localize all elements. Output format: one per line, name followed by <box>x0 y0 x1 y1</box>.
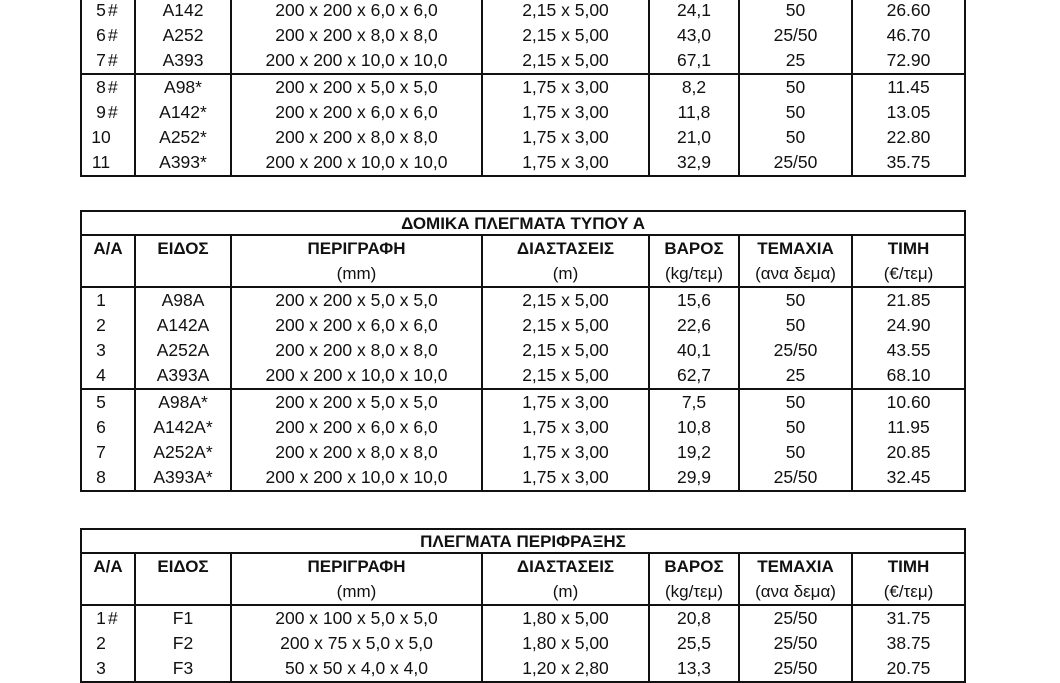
dimensions-m: 1,80 x 5,00 <box>482 631 649 656</box>
dimensions-m: 2,15 x 5,00 <box>482 338 649 363</box>
dimensions-m: 1,75 x 3,00 <box>482 465 649 491</box>
product-code: F2 <box>135 631 231 656</box>
unit-diastaseis: (m) <box>482 261 649 287</box>
product-code: A393* <box>135 150 231 176</box>
stock-mark: # <box>107 49 118 70</box>
column-header-timi: ΤΙΜΗ <box>852 235 965 261</box>
row-number <box>81 313 135 338</box>
price-eur: 43.55 <box>852 338 965 363</box>
row-number-value: 2 <box>96 632 106 653</box>
table-row <box>81 287 965 313</box>
table-row <box>81 440 965 465</box>
pieces-per-bundle: 25/50 <box>739 150 852 176</box>
price-eur: 21.85 <box>852 287 965 313</box>
dimensions-m: 1,75 x 3,00 <box>482 389 649 415</box>
price-eur: 20.75 <box>852 656 965 682</box>
table-row <box>81 23 965 48</box>
row-number <box>81 656 135 682</box>
description-mm: 200 x 200 x 10,0 x 10,0 <box>231 48 482 74</box>
row-number <box>81 150 135 176</box>
unit-timi: (€/τεμ) <box>852 261 965 287</box>
table-row <box>81 605 965 631</box>
table-row <box>81 415 965 440</box>
stock-mark: # <box>107 101 118 122</box>
dimensions-m: 1,75 x 3,00 <box>482 440 649 465</box>
description-mm: 200 x 200 x 8,0 x 8,0 <box>231 440 482 465</box>
table-row <box>81 389 965 415</box>
price-eur: 13.05 <box>852 100 965 125</box>
product-code: A252 <box>135 23 231 48</box>
unit-temaxia: (ανα δεμα) <box>739 579 852 605</box>
weight-kg: 13,3 <box>649 656 739 682</box>
row-number-value: 11 <box>91 151 111 172</box>
unit-blank <box>81 261 135 287</box>
weight-kg: 62,7 <box>649 363 739 389</box>
product-code: A142 <box>135 0 231 23</box>
unit-timi: (€/τεμ) <box>852 579 965 605</box>
description-mm: 200 x 200 x 5,0 x 5,0 <box>231 389 482 415</box>
pieces-per-bundle: 50 <box>739 74 852 100</box>
pieces-per-bundle: 50 <box>739 415 852 440</box>
price-eur: 11.95 <box>852 415 965 440</box>
dimensions-m: 1,75 x 3,00 <box>482 415 649 440</box>
column-header-diastaseis: ΔΙΑΣΤΑΣΕΙΣ <box>482 553 649 579</box>
description-mm: 200 x 200 x 6,0 x 6,0 <box>231 0 482 23</box>
row-number <box>81 48 135 74</box>
price-eur: 20.85 <box>852 440 965 465</box>
table-row <box>81 48 965 74</box>
table-row <box>81 631 965 656</box>
description-mm: 200 x 200 x 8,0 x 8,0 <box>231 125 482 150</box>
product-code: F3 <box>135 656 231 682</box>
description-mm: 200 x 200 x 10,0 x 10,0 <box>231 150 482 176</box>
weight-kg: 15,6 <box>649 287 739 313</box>
table3-body <box>81 605 965 682</box>
table1-body <box>81 0 965 176</box>
row-number <box>81 23 135 48</box>
product-code: A142A* <box>135 415 231 440</box>
column-header-eidos: ΕΙΔΟΣ <box>135 235 231 261</box>
weight-kg: 19,2 <box>649 440 739 465</box>
pieces-per-bundle: 25/50 <box>739 338 852 363</box>
weight-kg: 32,9 <box>649 150 739 176</box>
product-code: A98A <box>135 287 231 313</box>
weight-kg: 22,6 <box>649 313 739 338</box>
row-number-value: 8 <box>96 466 106 487</box>
description-mm: 200 x 200 x 5,0 x 5,0 <box>231 74 482 100</box>
table-row <box>81 656 965 682</box>
description-mm: 200 x 200 x 8,0 x 8,0 <box>231 23 482 48</box>
table-row <box>81 125 965 150</box>
weight-kg: 21,0 <box>649 125 739 150</box>
dimensions-m: 1,75 x 3,00 <box>482 150 649 176</box>
stock-mark: # <box>107 0 118 20</box>
row-number-value: 5 <box>96 391 106 412</box>
row-number <box>81 100 135 125</box>
weight-kg: 43,0 <box>649 23 739 48</box>
pieces-per-bundle: 25/50 <box>739 605 852 631</box>
weight-kg: 40,1 <box>649 338 739 363</box>
price-eur: 26.60 <box>852 0 965 23</box>
column-header-aa: Α/Α <box>81 553 135 579</box>
table2-body <box>81 287 965 491</box>
description-mm: 200 x 200 x 6,0 x 6,0 <box>231 415 482 440</box>
unit-temaxia: (ανα δεμα) <box>739 261 852 287</box>
unit-varos: (kg/τεμ) <box>649 261 739 287</box>
price-eur: 46.70 <box>852 23 965 48</box>
price-eur: 22.80 <box>852 125 965 150</box>
pieces-per-bundle: 50 <box>739 440 852 465</box>
pieces-per-bundle: 50 <box>739 100 852 125</box>
row-number-value: 3 <box>96 657 106 678</box>
row-number <box>81 287 135 313</box>
row-number-value: 1 <box>96 289 106 310</box>
price-eur: 38.75 <box>852 631 965 656</box>
row-number <box>81 338 135 363</box>
product-code: A252* <box>135 125 231 150</box>
column-header-varos: ΒΑΡΟΣ <box>649 553 739 579</box>
pieces-per-bundle: 50 <box>739 313 852 338</box>
column-header-timi: ΤΙΜΗ <box>852 553 965 579</box>
pieces-per-bundle: 25/50 <box>739 23 852 48</box>
table-row <box>81 313 965 338</box>
description-mm: 200 x 200 x 6,0 x 6,0 <box>231 100 482 125</box>
row-number-value: 7 <box>96 49 106 70</box>
column-header-temaxia: ΤΕΜΑΧΙΑ <box>739 235 852 261</box>
weight-kg: 8,2 <box>649 74 739 100</box>
row-number <box>81 605 135 631</box>
price-eur: 32.45 <box>852 465 965 491</box>
weight-kg: 10,8 <box>649 415 739 440</box>
pieces-per-bundle: 25/50 <box>739 631 852 656</box>
row-number-value: 10 <box>91 126 111 147</box>
weight-kg: 7,5 <box>649 389 739 415</box>
row-number <box>81 0 135 23</box>
weight-kg: 20,8 <box>649 605 739 631</box>
row-number-value: 4 <box>96 364 106 385</box>
table-row <box>81 100 965 125</box>
table-row <box>81 465 965 491</box>
dimensions-m: 1,75 x 3,00 <box>482 100 649 125</box>
row-number <box>81 465 135 491</box>
row-number <box>81 415 135 440</box>
column-header-diastaseis: ΔΙΑΣΤΑΣΕΙΣ <box>482 235 649 261</box>
weight-kg: 29,9 <box>649 465 739 491</box>
unit-blank <box>135 579 231 605</box>
stock-mark: # <box>107 607 118 628</box>
dimensions-m: 2,15 x 5,00 <box>482 313 649 338</box>
unit-varos: (kg/τεμ) <box>649 579 739 605</box>
row-number <box>81 440 135 465</box>
pieces-per-bundle: 25/50 <box>739 465 852 491</box>
weight-kg: 25,5 <box>649 631 739 656</box>
row-number-value: 7 <box>96 441 106 462</box>
price-eur: 31.75 <box>852 605 965 631</box>
pieces-per-bundle: 50 <box>739 0 852 23</box>
product-code: A393A* <box>135 465 231 491</box>
pieces-per-bundle: 25 <box>739 363 852 389</box>
weight-kg: 67,1 <box>649 48 739 74</box>
description-mm: 50 x 50 x 4,0 x 4,0 <box>231 656 482 682</box>
row-number-value: 1 <box>96 607 106 628</box>
row-number <box>81 389 135 415</box>
table-row <box>81 74 965 100</box>
table-row <box>81 150 965 176</box>
dimensions-m: 2,15 x 5,00 <box>482 0 649 23</box>
table-title: ΠΛΕΓΜΑΤΑ ΠΕΡΙΦΡΑΞΗΣ <box>81 529 965 553</box>
pieces-per-bundle: 50 <box>739 287 852 313</box>
price-eur: 11.45 <box>852 74 965 100</box>
pieces-per-bundle: 25 <box>739 48 852 74</box>
description-mm: 200 x 200 x 6,0 x 6,0 <box>231 313 482 338</box>
row-number-value: 3 <box>96 339 106 360</box>
column-header-aa: Α/Α <box>81 235 135 261</box>
dimensions-m: 1,75 x 3,00 <box>482 74 649 100</box>
stock-mark: # <box>107 24 118 45</box>
row-number <box>81 74 135 100</box>
dimensions-m: 2,15 x 5,00 <box>482 363 649 389</box>
dimensions-m: 1,80 x 5,00 <box>482 605 649 631</box>
column-header-eidos: ΕΙΔΟΣ <box>135 553 231 579</box>
row-number-value: 6 <box>96 24 106 45</box>
price-eur: 68.10 <box>852 363 965 389</box>
column-header-perigrafi: ΠΕΡΙΓΡΑΦΗ <box>231 235 482 261</box>
pieces-per-bundle: 25/50 <box>739 656 852 682</box>
weight-kg: 11,8 <box>649 100 739 125</box>
price-eur: 10.60 <box>852 389 965 415</box>
price-eur: 35.75 <box>852 150 965 176</box>
product-code: A142A <box>135 313 231 338</box>
unit-perigrafi: (mm) <box>231 579 482 605</box>
product-code: A252A* <box>135 440 231 465</box>
table-title: ΔΟΜΙΚΑ ΠΛΕΓΜΑΤΑ ΤΥΠΟΥ Α <box>81 211 965 235</box>
row-number-value: 6 <box>96 416 106 437</box>
row-number <box>81 125 135 150</box>
product-code: A393 <box>135 48 231 74</box>
reinforcement-mesh-table-continued <box>80 0 966 177</box>
product-code: A393A <box>135 363 231 389</box>
row-number-value: 9 <box>96 101 106 122</box>
dimensions-m: 1,75 x 3,00 <box>482 125 649 150</box>
product-code: A142* <box>135 100 231 125</box>
column-header-temaxia: ΤΕΜΑΧΙΑ <box>739 553 852 579</box>
row-number <box>81 631 135 656</box>
table-row <box>81 338 965 363</box>
product-code: A98A* <box>135 389 231 415</box>
type-a-mesh-table <box>80 210 966 492</box>
dimensions-m: 2,15 x 5,00 <box>482 287 649 313</box>
fencing-mesh-table <box>80 528 966 683</box>
stock-mark: # <box>107 76 118 97</box>
pieces-per-bundle: 50 <box>739 389 852 415</box>
unit-diastaseis: (m) <box>482 579 649 605</box>
unit-perigrafi: (mm) <box>231 261 482 287</box>
row-number <box>81 363 135 389</box>
description-mm: 200 x 100 x 5,0 x 5,0 <box>231 605 482 631</box>
product-code: A98* <box>135 74 231 100</box>
description-mm: 200 x 200 x 5,0 x 5,0 <box>231 287 482 313</box>
price-eur: 72.90 <box>852 48 965 74</box>
description-mm: 200 x 75 x 5,0 x 5,0 <box>231 631 482 656</box>
dimensions-m: 2,15 x 5,00 <box>482 48 649 74</box>
description-mm: 200 x 200 x 10,0 x 10,0 <box>231 363 482 389</box>
unit-blank <box>81 579 135 605</box>
price-eur: 24.90 <box>852 313 965 338</box>
product-code: A252A <box>135 338 231 363</box>
table-row <box>81 363 965 389</box>
pieces-per-bundle: 50 <box>739 125 852 150</box>
weight-kg: 24,1 <box>649 0 739 23</box>
row-number-value: 2 <box>96 314 106 335</box>
column-header-varos: ΒΑΡΟΣ <box>649 235 739 261</box>
column-header-perigrafi: ΠΕΡΙΓΡΑΦΗ <box>231 553 482 579</box>
product-code: F1 <box>135 605 231 631</box>
row-number-value: 5 <box>96 0 106 20</box>
description-mm: 200 x 200 x 8,0 x 8,0 <box>231 338 482 363</box>
dimensions-m: 2,15 x 5,00 <box>482 23 649 48</box>
dimensions-m: 1,20 x 2,80 <box>482 656 649 682</box>
row-number-value: 8 <box>96 76 106 97</box>
table-row <box>81 0 965 23</box>
unit-blank <box>135 261 231 287</box>
description-mm: 200 x 200 x 10,0 x 10,0 <box>231 465 482 491</box>
